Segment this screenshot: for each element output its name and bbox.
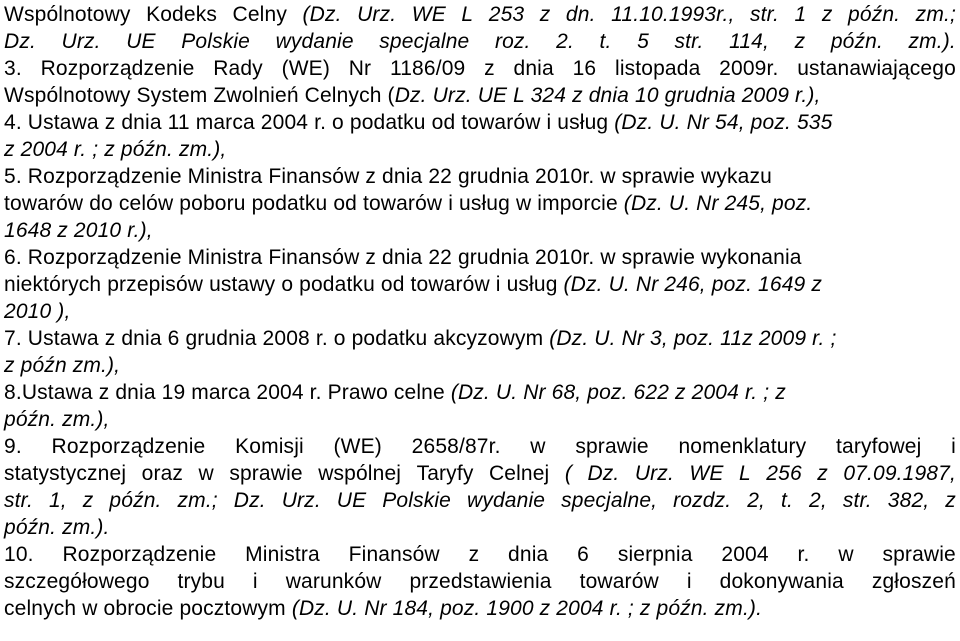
word: sprawie xyxy=(575,435,649,458)
text-line-18 xyxy=(4,460,956,487)
text-line-23: celnych w obrocie pocztowym (Dz. U. Nr 184, poz. 1900 z 2004 r. ; z późn. zm.). xyxy=(4,597,763,620)
word: z xyxy=(945,489,956,512)
word: 1186/09 xyxy=(389,57,466,80)
word: Wspólnotowy xyxy=(4,3,131,26)
text-line-10: 6. Rozporządzenie Ministra Finansów z dnia 22 grudnia 2010r. w sprawie wykonania xyxy=(4,246,802,269)
word: taryfowej xyxy=(836,435,922,458)
word: wydanie xyxy=(467,489,546,512)
word: rozdz. xyxy=(673,489,732,512)
text-line-21 xyxy=(4,541,956,568)
word: warunków xyxy=(285,570,382,593)
word: sierpnia xyxy=(617,543,693,566)
word: z xyxy=(484,57,495,80)
word: (Dz. xyxy=(302,3,342,26)
text-line-8: towarów do celów poboru podatku od towarów i usług w imporcie (Dz. U. Nr 245, poz. xyxy=(4,192,813,215)
word: dokonywania xyxy=(719,570,844,593)
text-line-17 xyxy=(4,433,956,460)
word: 2, xyxy=(809,489,827,512)
word: specjalne, xyxy=(561,489,658,512)
word: Rozporządzenie xyxy=(51,435,206,458)
word: t. xyxy=(781,489,794,512)
text-line-2 xyxy=(4,28,956,55)
word: wspólnej xyxy=(318,462,402,485)
text-line-9: 1648 z 2010 r.), xyxy=(4,219,153,242)
justified-words xyxy=(4,541,956,568)
text-line-19 xyxy=(4,487,956,514)
justified-words xyxy=(4,28,956,55)
word: w xyxy=(530,435,546,458)
word: statystycznej xyxy=(4,462,127,485)
word: zgłoszeń xyxy=(871,570,956,593)
word: Komisji xyxy=(235,435,304,458)
word: z xyxy=(821,3,833,26)
word: 2, xyxy=(747,489,766,512)
text-line-14: z późn zm.), xyxy=(4,354,121,377)
text-line-22 xyxy=(4,568,956,595)
justified-words xyxy=(4,55,956,82)
word: L xyxy=(461,3,474,26)
text-line-6: z 2004 r. ; z późn. zm.), xyxy=(4,138,227,161)
word: Polskie xyxy=(181,30,251,53)
word: ( xyxy=(564,462,572,485)
text-line-5: 4. Ustawa z dnia 11 marca 2004 r. o podatku od towarów i usług (Dz. U. Nr 54, poz. 535 xyxy=(4,111,833,134)
word: Taryfy xyxy=(416,462,474,485)
word: dnia xyxy=(513,57,554,80)
word: Finansów xyxy=(348,543,440,566)
word: w xyxy=(838,543,854,566)
word: z xyxy=(82,489,94,512)
word: i xyxy=(951,435,956,458)
word: L xyxy=(738,462,751,485)
word: Celnej xyxy=(488,462,550,485)
word: oraz xyxy=(141,462,184,485)
word: 10. xyxy=(4,543,34,566)
word: szczegółowego xyxy=(4,570,150,593)
word: str. xyxy=(842,489,872,512)
word: Urz. xyxy=(281,489,321,512)
word: 2. xyxy=(556,30,574,53)
word: 1, xyxy=(48,489,67,512)
word: t. xyxy=(599,30,612,53)
word: str. xyxy=(4,489,33,512)
text-line-15: 8.Ustawa z dnia 19 marca 2004 r. Prawo celne (Dz. U. Nr 68, poz. 622 z 2004 r. ; z xyxy=(4,381,786,404)
word: 2009r. xyxy=(719,57,779,80)
word: przedstawienia xyxy=(409,570,552,593)
word: UE xyxy=(126,30,156,53)
word: WE xyxy=(689,462,724,485)
word: WE xyxy=(411,3,446,26)
word: towarów xyxy=(579,570,659,593)
word: 3. xyxy=(4,57,22,80)
word: 5 xyxy=(637,30,649,53)
word: Rozporządzenie xyxy=(62,543,217,566)
word: (WE) xyxy=(281,57,330,80)
justified-words xyxy=(4,433,956,460)
word: z xyxy=(817,462,828,485)
word: późn. xyxy=(830,30,883,53)
word: późn. xyxy=(848,3,901,26)
justified-words xyxy=(4,568,956,595)
word: trybu xyxy=(177,570,225,593)
word: z xyxy=(794,30,806,53)
word: Dz. xyxy=(233,489,266,512)
justified-words xyxy=(4,1,956,28)
word: 256 xyxy=(766,462,802,485)
word: 16 xyxy=(572,57,597,80)
word: listopada xyxy=(615,57,701,80)
word: str. xyxy=(674,30,704,53)
word: Rady xyxy=(213,57,263,80)
word: zm.; xyxy=(915,3,956,26)
word: Urz. xyxy=(634,462,674,485)
word: 382, xyxy=(887,489,930,512)
text-line-7: 5. Rozporządzenie Ministra Finansów z dnia 22 grudnia 2010r. w sprawie wykazu xyxy=(4,165,772,188)
word: specjalne xyxy=(379,30,470,53)
text-line-4: Wspólnotowy System Zwolnień Celnych (Dz. Urz. UE L 324 z dnia 10 grudnia 2009 r.), xyxy=(4,84,821,107)
word: 1 xyxy=(794,3,807,26)
word: Dz. xyxy=(587,462,620,485)
word: UE xyxy=(336,489,367,512)
text-line-12: 2010 ), xyxy=(4,300,71,323)
justified-words xyxy=(4,460,956,487)
word: zm.). xyxy=(908,30,956,53)
word: nomenklatury xyxy=(678,435,807,458)
word: zm.; xyxy=(177,489,218,512)
word: 2658/87r. xyxy=(411,435,501,458)
word: 2004 xyxy=(721,543,769,566)
word: Rozporządzenie xyxy=(40,57,195,80)
word: 11.10.1993r., xyxy=(611,3,735,26)
text-line-16: późn. zm.), xyxy=(4,408,110,431)
word: Urz. xyxy=(61,30,101,53)
word: 114, xyxy=(729,30,769,53)
text-line-13: 7. Ustawa z dnia 6 grudnia 2008 r. o podatku akcyzowym (Dz. U. Nr 3, poz. 11z 2009 r. ; xyxy=(4,327,837,350)
word: Celny xyxy=(232,3,287,26)
word: Nr xyxy=(348,57,372,80)
justified-words xyxy=(4,487,956,514)
word: 9. xyxy=(4,435,22,458)
word: sprawie xyxy=(882,543,956,566)
word: r. xyxy=(797,543,810,566)
word: Urz. xyxy=(357,3,397,26)
text-line-20: późn. zm.). xyxy=(4,516,110,539)
word: str. xyxy=(750,3,779,26)
word: Ministra xyxy=(245,543,320,566)
word: Polskie xyxy=(382,489,452,512)
word: dn. xyxy=(565,3,596,26)
word: (WE) xyxy=(333,435,382,458)
word: i xyxy=(686,570,692,593)
word: roz. xyxy=(494,30,531,53)
word: sprawie xyxy=(229,462,303,485)
word: ustanawiającego xyxy=(797,57,956,80)
word: 07.09.1987, xyxy=(843,462,956,485)
text-line-11: niektórych przepisów ustawy o podatku od towarów i usług (Dz. U. Nr 246, poz. 1649 z xyxy=(4,273,823,296)
text-line-3 xyxy=(4,55,956,82)
word: 6 xyxy=(577,543,589,566)
word: i xyxy=(252,570,258,593)
word: 253 xyxy=(488,3,525,26)
text-line-1 xyxy=(4,1,956,28)
word: Dz. xyxy=(4,30,36,53)
word: z xyxy=(468,543,480,566)
word: wydanie xyxy=(275,30,354,53)
word: z xyxy=(539,3,551,26)
word: późn. xyxy=(109,489,162,512)
word: w xyxy=(198,462,214,485)
word: dnia xyxy=(508,543,549,566)
word: Kodeks xyxy=(146,3,218,26)
